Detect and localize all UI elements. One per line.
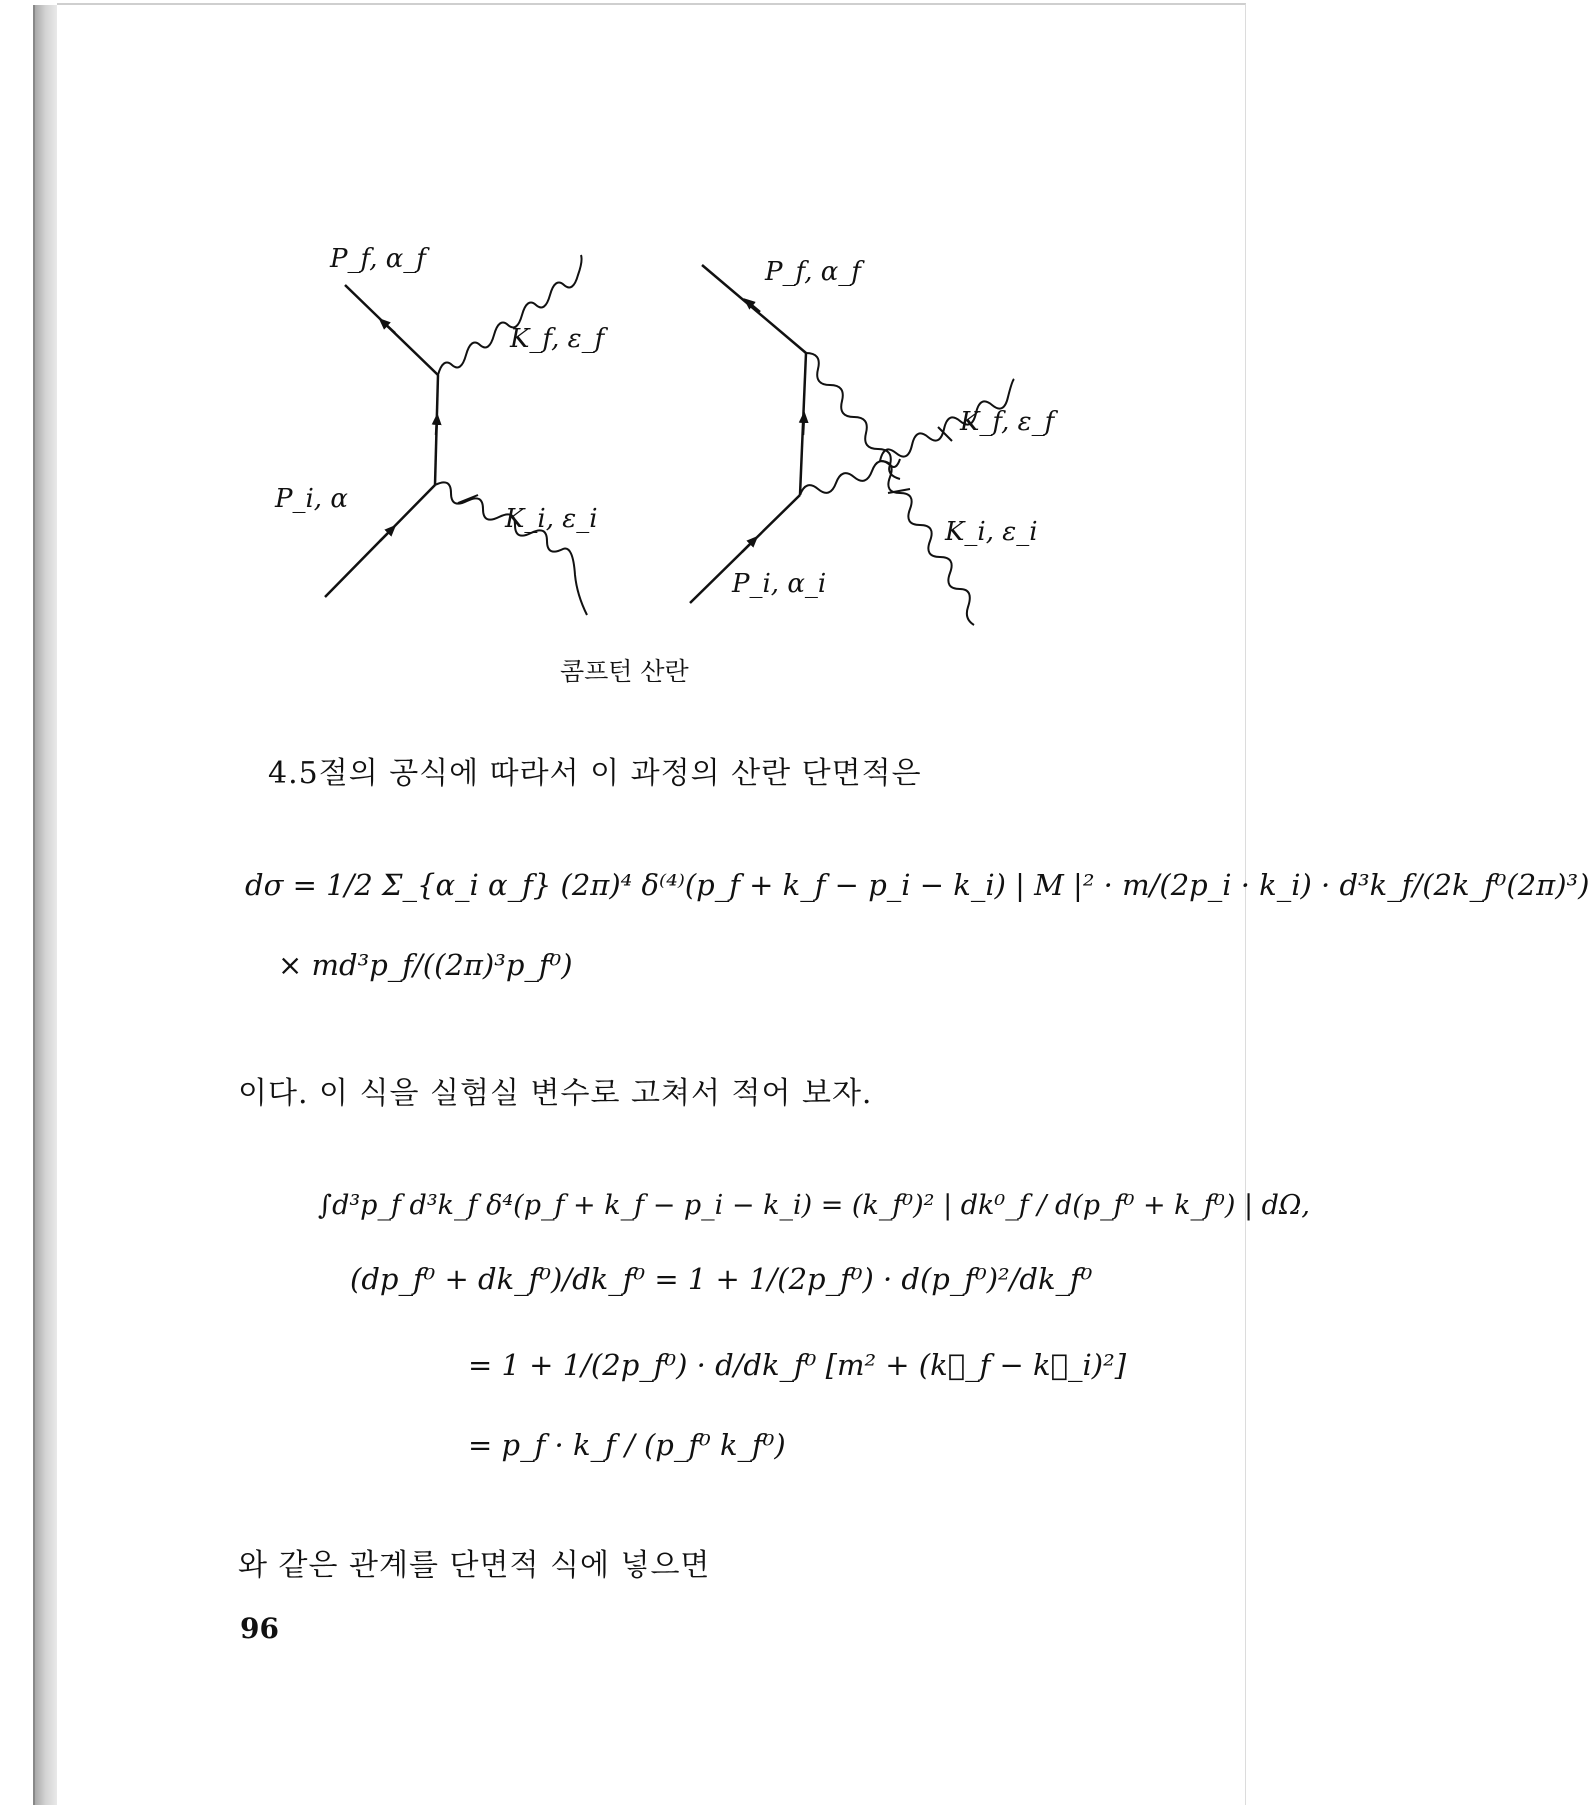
left-diagram: [274, 244, 609, 615]
left-outgoing-photon-wavy: [438, 255, 582, 375]
left-kf-label: K_f, ε_f: [510, 324, 605, 354]
equation-2-line-3: = 1 + 1/(2p_f⁰) · d/dk_f⁰ [m² + (k⃗_f − k⃗_i)²]: [468, 1348, 1127, 1382]
equation-2-line-2: (dp_f⁰ + dk_f⁰)/dk_f⁰ = 1 + 1/(2p_f⁰) · d(p_f⁰)²/dk_f⁰: [350, 1262, 1093, 1296]
paragraph-1: 4.5절의 공식에 따라서 이 과정의 산란 단면적은: [268, 756, 922, 791]
page-number: 96: [240, 1612, 279, 1645]
right-propagator-arrow: [803, 417, 804, 435]
equation-2-line-1: ∫d³p_f d³k_f δ⁴(p_f + k_f − p_i − k_i) = (k_f⁰)² | dk⁰_f / d(p_f⁰ + k_f⁰) | dΩ,: [318, 1190, 1310, 1221]
left-pi-label: P_i, α: [275, 484, 348, 514]
equation-1-line-2: × md³p_f/((2π)³p_f⁰): [278, 948, 573, 982]
right-diagram: [690, 257, 1059, 625]
compton-feynman-diagrams: [220, 245, 1120, 645]
right-pf-label: P_f, α_f: [765, 257, 861, 287]
right-photon-lower-wavy: [800, 459, 900, 495]
left-pf-label: P_f, α_f: [330, 244, 426, 274]
right-incoming-electron-arrow: [742, 540, 754, 552]
left-ki-label: K_i, ε_i: [505, 504, 598, 534]
book-spine-edge: [33, 5, 59, 1805]
left-propagator-arrow: [436, 419, 437, 435]
right-kf-label: K_f, ε_f: [960, 407, 1055, 437]
paragraph-3: 와 같은 관계를 단면적 식에 넣으면: [238, 1548, 711, 1583]
figure-caption: 콤프턴 산란: [560, 657, 689, 686]
equation-2-line-4: = p_f · k_f / (p_f⁰ k_f⁰): [468, 1428, 786, 1462]
left-incoming-electron-arrow: [380, 529, 392, 541]
feynman-diagrams-svg: [220, 245, 1120, 645]
equation-1-line-1: dσ = 1/2 Σ_{α_i α_f} (2π)⁴ δ⁽⁴⁾(p_f + k_f − p_i − k_i) | M |² · m/(2p_i · k_i) · d³k_f/(2k_f⁰(2π)³): [245, 868, 1590, 902]
right-pi-label: P_i, α_i: [732, 569, 827, 599]
left-outgoing-electron-arrow: [383, 322, 395, 333]
right-ki-label: K_i, ε_i: [945, 517, 1038, 547]
right-photon-upper-wavy: [806, 353, 900, 479]
paragraph-2: 이다. 이 식을 실험실 변수로 고쳐서 적어 보자.: [238, 1076, 873, 1111]
